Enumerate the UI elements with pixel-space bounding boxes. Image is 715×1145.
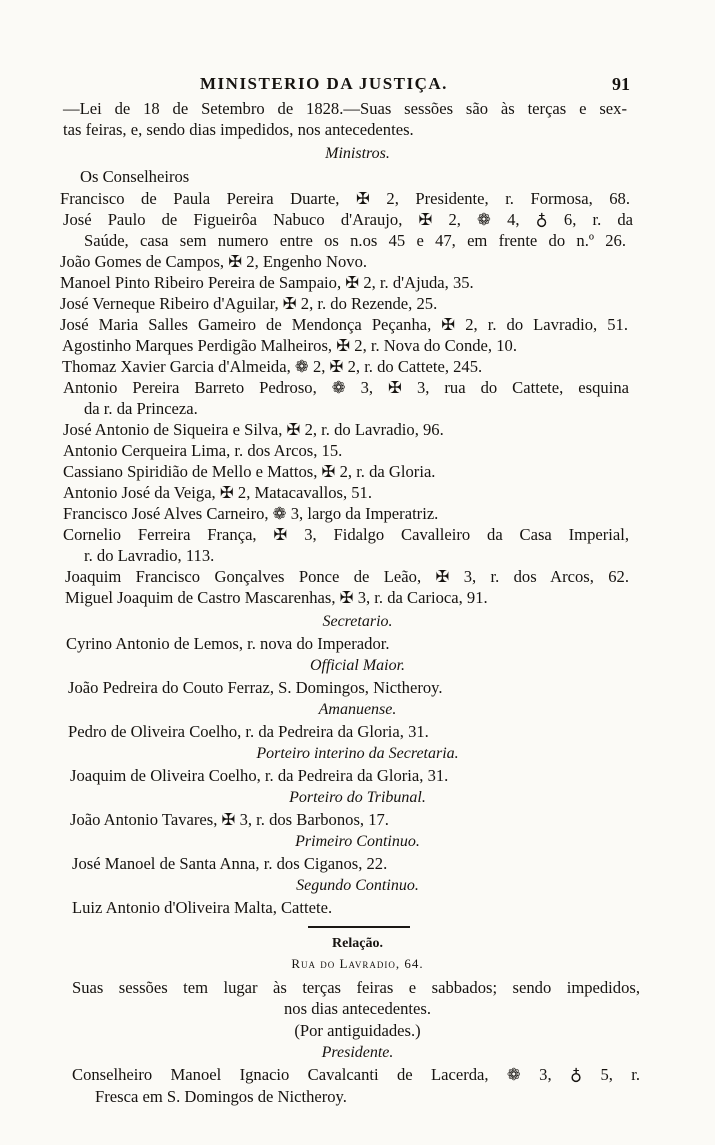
list-item: José Maria Salles Gameiro de Mendonça Peçanha, ✠ 2, r. do Lavradio, 51. (60, 315, 628, 334)
list-item: João Antonio Tavares, ✠ 3, r. dos Barbonos, 17. (70, 810, 389, 829)
list-item: José Verneque Ribeiro d'Aguilar, ✠ 2, r. do Rezende, 25. (60, 294, 438, 313)
section-heading-segundo-continuo: Segundo Continuo. (296, 877, 419, 894)
list-item: Antonio José da Veiga, ✠ 2, Matacavallos, 51. (63, 483, 373, 502)
list-item: Luiz Antonio d'Oliveira Malta, Cattete. (72, 898, 333, 917)
intro-line: tas feiras, e, sendo dias impedidos, nos antecedentes. (63, 120, 414, 139)
list-item: José Antonio de Siqueira e Silva, ✠ 2, r. do Lavradio, 96. (63, 420, 444, 439)
relacao-order: (Por antiguidades.) (294, 1021, 421, 1040)
list-item: Pedro de Oliveira Coelho, r. da Pedreira da Gloria, 31. (68, 722, 429, 741)
running-title: MINISTERIO DA JUSTIÇA. (200, 74, 448, 93)
list-item: Cassiano Spiridião de Mello e Mattos, ✠ 2, r. da Gloria. (63, 462, 436, 481)
list-item: José Paulo de Figueirôa Nabuco d'Araujo, ✠ 2, ❁ 4, ♁ 6, r. da (63, 210, 633, 229)
list-item: Saúde, casa sem numero entre os n.os 45 e 47, em frente do n.º 26. (84, 231, 626, 250)
list-item: João Gomes de Campos, ✠ 2, Engenho Novo. (60, 252, 368, 271)
section-divider (308, 926, 410, 928)
section-heading-porteiro-interino: Porteiro interino da Secretaria. (256, 745, 459, 762)
list-item: Antonio Pereira Barreto Pedroso, ❁ 3, ✠ 3, rua do Cattete, esquina (63, 378, 629, 397)
list-item: Francisco de Paula Pereira Duarte, ✠ 2, Presidente, r. Formosa, 68. (60, 189, 630, 208)
relacao-sessions: Suas sessões tem lugar às terças feiras e sabbados; sendo impedidos, (72, 978, 640, 997)
list-item: João Pedreira do Couto Ferraz, S. Domingos, Nictheroy. (68, 678, 443, 697)
list-item: Os Conselheiros (80, 167, 190, 186)
list-item: Francisco José Alves Carneiro, ❁ 3, largo da Imperatriz. (63, 504, 439, 523)
section-heading-secretario: Secretario. (322, 613, 393, 630)
relacao-sessions: nos dias antecedentes. (284, 999, 431, 1018)
section-heading-ministros: Ministros. (325, 145, 390, 162)
list-item: Manoel Pinto Ribeiro Pereira de Sampaio, ✠ 2, r. d'Ajuda, 35. (60, 273, 474, 292)
list-item: Antonio Cerqueira Lima, r. dos Arcos, 15. (63, 441, 343, 460)
page-number: 91 (612, 74, 630, 94)
list-item: Fresca em S. Domingos de Nictheroy. (95, 1087, 347, 1106)
section-heading-porteiro-tribunal: Porteiro do Tribunal. (289, 789, 426, 806)
list-item: da r. da Princeza. (84, 399, 198, 418)
section-heading-amanuense: Amanuense. (318, 701, 397, 718)
list-item: Joaquim de Oliveira Coelho, r. da Pedreira da Gloria, 31. (70, 766, 449, 785)
section-heading-official-maior: Official Maior. (309, 657, 406, 674)
list-item: José Manoel de Santa Anna, r. dos Ciganos, 22. (72, 854, 388, 873)
relacao-address: Rua do Lavradio, 64. (291, 956, 424, 971)
list-item: r. do Lavradio, 113. (84, 546, 215, 565)
section-heading-primeiro-continuo: Primeiro Continuo. (295, 833, 420, 850)
section-heading-presidente: Presidente. (321, 1044, 394, 1061)
list-item: Conselheiro Manoel Ignacio Cavalcanti de Lacerda, ❁ 3, ♁ 5, r. (72, 1065, 640, 1084)
list-item: Thomaz Xavier Garcia d'Almeida, ❁ 2, ✠ 2, r. do Cattete, 245. (62, 357, 483, 376)
intro-line: —Lei de 18 de Setembro de 1828.—Suas sessões são às terças e sex- (63, 99, 627, 118)
section-title-relacao: Relação. (332, 936, 383, 951)
list-item: Miguel Joaquim de Castro Mascarenhas, ✠ 3, r. da Carioca, 91. (65, 588, 488, 607)
list-item: Cornelio Ferreira França, ✠ 3, Fidalgo Cavalleiro da Casa Imperial, (63, 525, 629, 544)
page-header (200, 74, 630, 96)
list-item: Cyrino Antonio de Lemos, r. nova do Imperador. (66, 634, 390, 653)
list-item: Agostinho Marques Perdigão Malheiros, ✠ 2, r. Nova do Conde, 10. (62, 336, 517, 355)
list-item: Joaquim Francisco Gonçalves Ponce de Leão, ✠ 3, r. dos Arcos, 62. (65, 567, 629, 586)
